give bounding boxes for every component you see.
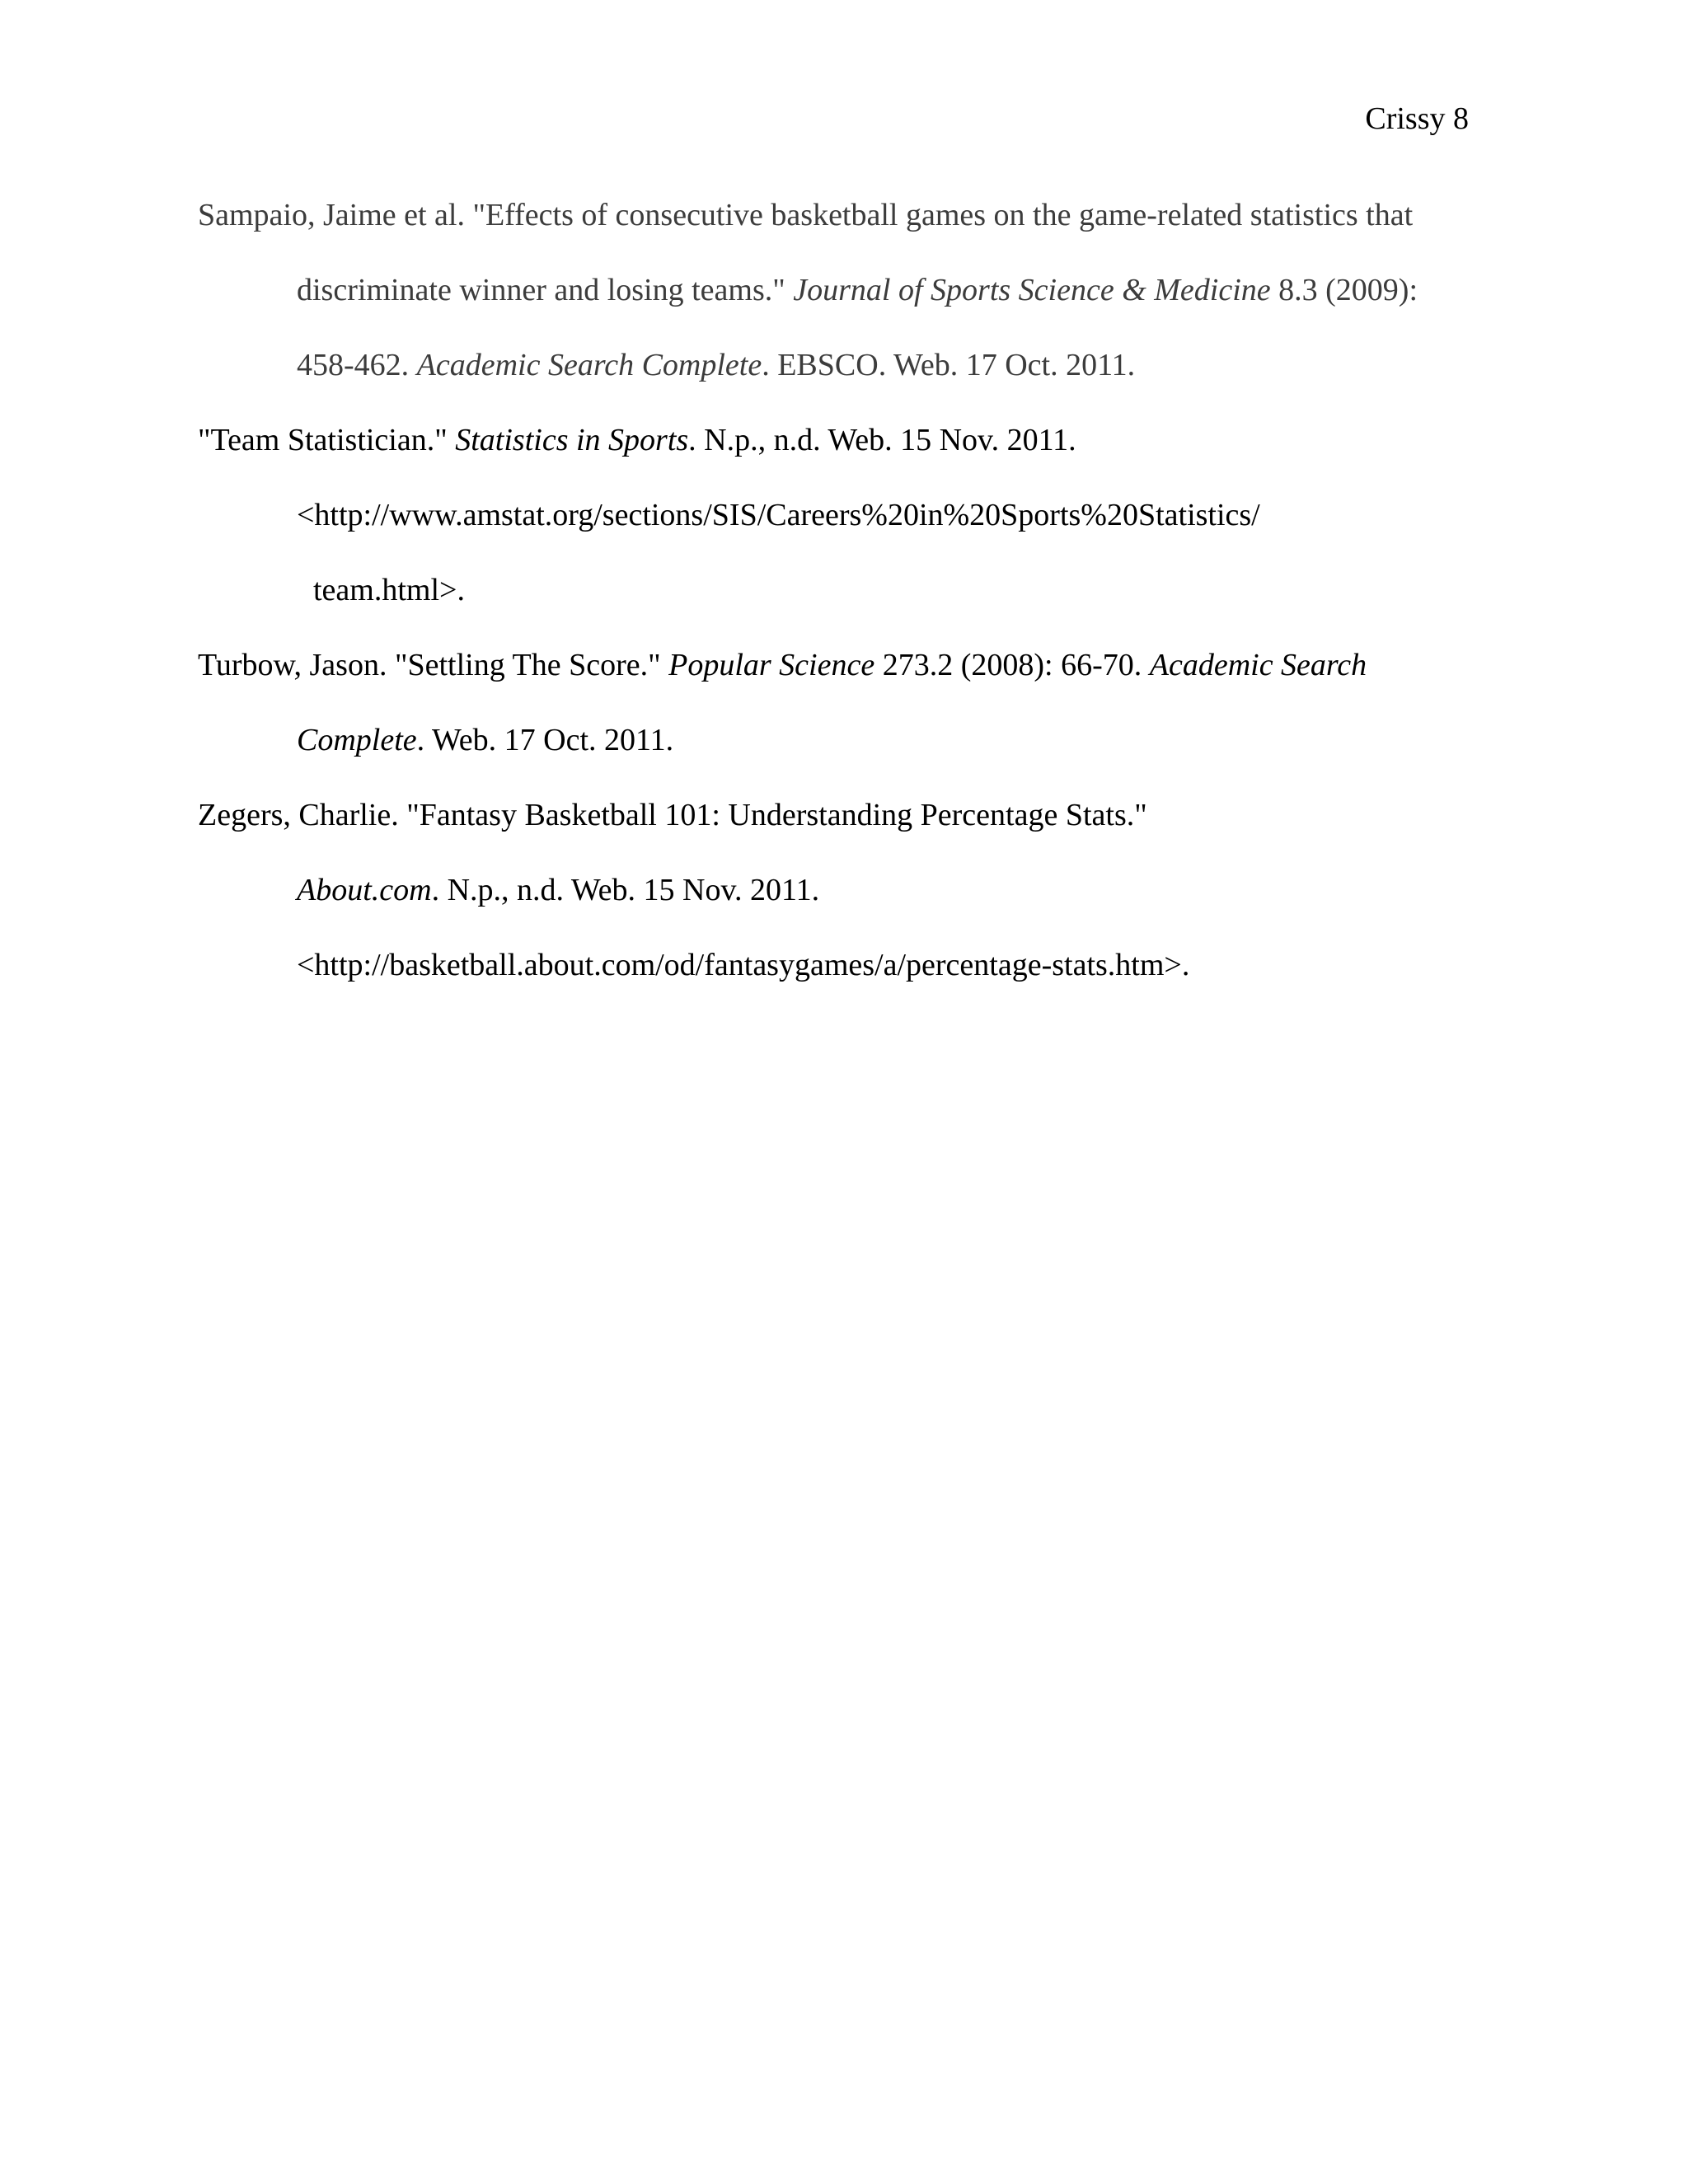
citation-text: Turbow, Jason. "Settling The Score." bbox=[198, 648, 669, 682]
entry-line bbox=[297, 492, 1260, 538]
citation-text: 8.3 (2009): bbox=[1270, 273, 1418, 307]
entry-line bbox=[297, 942, 1189, 988]
database-title: Academic Search Complete bbox=[416, 348, 762, 382]
citation-url: <http://www.amstat.org/sections/SIS/Careers%20in%20Sports%20Statistics/ bbox=[297, 498, 1260, 532]
citation-text: 458-462. bbox=[297, 348, 417, 382]
entry-line bbox=[198, 792, 1147, 838]
citation-text: "Team Statistician." bbox=[198, 423, 456, 457]
entry-line bbox=[313, 567, 465, 613]
website-title: About.com bbox=[297, 873, 432, 907]
citation-text: Sampaio, Jaime et al. "Effects of consecutive basketball games on the game-related statistics that bbox=[198, 198, 1414, 232]
database-title: Complete bbox=[297, 723, 417, 757]
entry-line bbox=[297, 267, 1418, 313]
entry-line bbox=[198, 417, 1076, 463]
citation-url: <http://basketball.about.com/od/fantasygames/a/percentage-stats.htm>. bbox=[297, 948, 1190, 982]
entry-line bbox=[297, 717, 673, 763]
entry-line bbox=[297, 342, 1135, 388]
website-title: Statistics in Sports bbox=[455, 423, 689, 457]
citation-text: discriminate winner and losing teams." bbox=[297, 273, 794, 307]
journal-title: Journal of Sports Science & Medicine bbox=[793, 273, 1271, 307]
running-head: Crissy 8 bbox=[1365, 101, 1469, 136]
citation-text: . EBSCO. Web. 17 Oct. 2011. bbox=[762, 348, 1136, 382]
citation-text: . N.p., n.d. Web. 15 Nov. 2011. bbox=[688, 423, 1076, 457]
citation-text: 273.2 (2008): 66-70. bbox=[874, 648, 1150, 682]
citation-text: . Web. 17 Oct. 2011. bbox=[416, 723, 674, 757]
entry-line bbox=[297, 867, 819, 913]
database-title: Academic Search bbox=[1149, 648, 1367, 682]
citation-text: . N.p., n.d. Web. 15 Nov. 2011. bbox=[431, 873, 820, 907]
magazine-title: Popular Science bbox=[668, 648, 875, 682]
citation-url: team.html>. bbox=[313, 573, 465, 607]
entry-line bbox=[198, 642, 1367, 688]
citation-text: Zegers, Charlie. "Fantasy Basketball 101: Understanding Percentage Stats." bbox=[198, 798, 1147, 832]
entry-line bbox=[198, 192, 1413, 238]
